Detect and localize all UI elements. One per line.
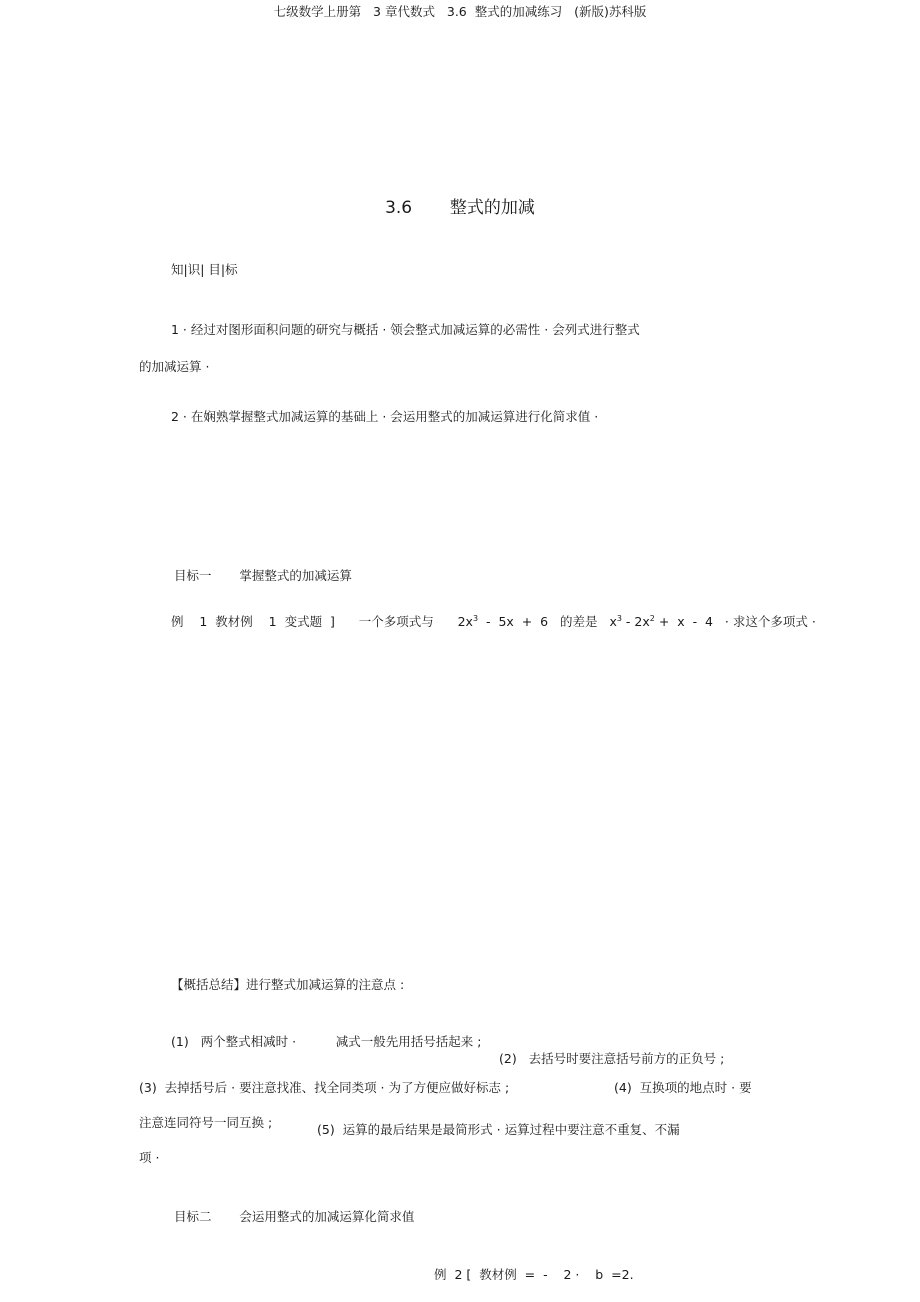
objective-1-line-1: 1 · 经过对图形面积问题的研究与概括 · 领会整式加减运算的必需性 · 会列式进行整式	[171, 322, 640, 337]
summary-heading: 【概括总结】进行整式加减运算的注意点 :	[171, 977, 405, 992]
goal-2-heading: 目标二 会运用整式的加减运算化简求值	[174, 1209, 415, 1224]
summary-point-4-line-2: 注意连同符号一同互换 ;	[139, 1115, 273, 1130]
example-1-mid-2: - 2x	[621, 614, 650, 629]
exponent: 3	[616, 614, 622, 623]
objective-1-line-2: 的加减运算 ·	[139, 359, 210, 374]
summary-point-2: (2) 去括号时要注意括号前方的正负号 ;	[499, 1051, 725, 1066]
goal-1-heading: 目标一 掌握整式的加减运算	[174, 568, 352, 583]
document-header: 七级数学上册第 3 章代数式 3.6 整式的加减练习 (新版)苏科版	[273, 4, 647, 19]
example-1-mid-1: - 5x + 6 的差是 x	[478, 614, 617, 629]
example-1-suffix: + x - 4 · 求这个多项式 ·	[654, 614, 816, 629]
objective-2: 2 · 在娴熟掌握整式加减运算的基础上 · 会运用整式的加减运算进行化简求值 ·	[171, 409, 599, 424]
example-1-prefix: 例 1 教材例 1 变式题 ] 一个多项式与 2x	[171, 614, 473, 629]
summary-point-4-line-1: (4) 互换项的地点时 · 要	[614, 1080, 752, 1095]
exponent: 3	[472, 614, 479, 623]
knowledge-goals-heading: 知|识| 目|标	[171, 262, 238, 277]
exponent: 2	[649, 614, 655, 623]
section-title: 3.6 整式的加减	[385, 198, 535, 218]
summary-point-5-line-2: 项 ·	[139, 1150, 160, 1165]
summary-point-3: (3) 去掉括号后 · 要注意找准、找全同类项 · 为了方便应做好标志 ;	[139, 1080, 510, 1095]
example-1	[171, 614, 816, 630]
summary-point-5-line-1: (5) 运算的最后结果是最简形式 · 运算过程中要注意不重复、不漏	[317, 1122, 680, 1137]
example-2: 例 2 [ 教材例 = - 2 · b =2.	[434, 1267, 634, 1282]
summary-point-1: (1) 两个整式相减时 · 减式一般先用括号括起来 ;	[171, 1034, 482, 1049]
